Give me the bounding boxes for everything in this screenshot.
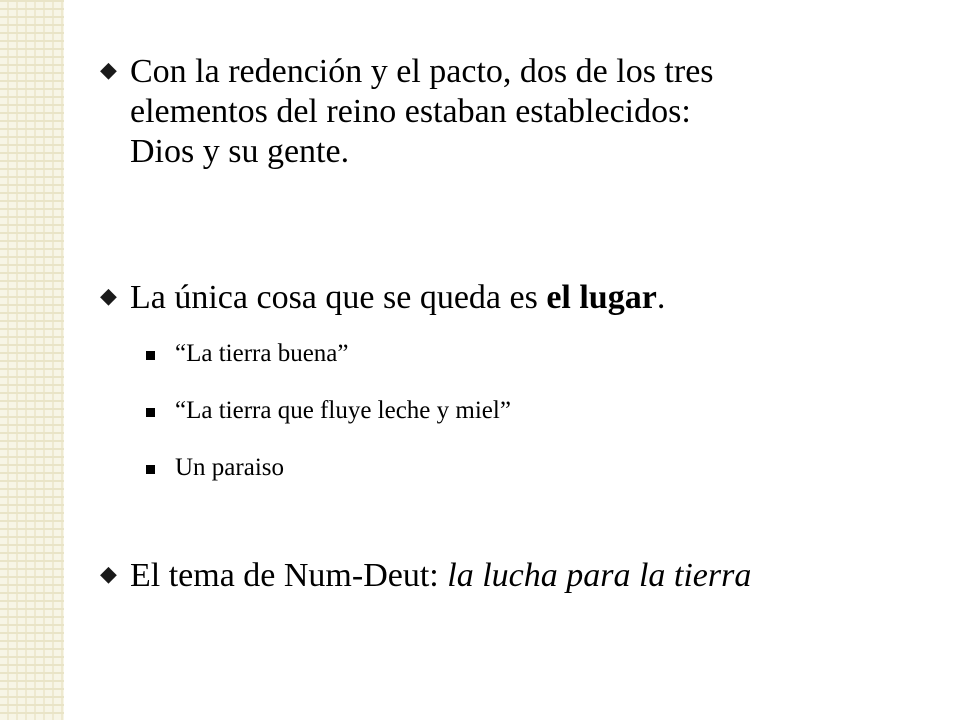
bullet-item-lugar <box>100 278 910 318</box>
text-run: . <box>656 279 666 316</box>
sub-item <box>146 339 349 369</box>
bullet-line: Dios y su gente. <box>130 133 350 170</box>
sub-item <box>146 396 511 426</box>
italic-text: la lucha para la tierra <box>447 557 752 594</box>
sub-item-text: “La tierra buena” <box>175 340 349 367</box>
sub-item <box>146 453 284 483</box>
bullet-item-tema <box>100 556 910 596</box>
decorative-side-pattern <box>0 0 64 720</box>
text-run: El tema de Num-Deut: <box>130 557 448 594</box>
square-icon <box>146 408 155 417</box>
bullet-text <box>130 278 910 318</box>
diamond-icon: ◆ <box>100 57 117 82</box>
square-icon <box>146 351 155 360</box>
text-run: La única cosa que se queda es <box>130 279 547 316</box>
bold-text: el lugar <box>546 279 657 316</box>
sub-item-text: “La tierra que fluye leche y miel” <box>175 397 511 424</box>
bullet-item-redencion <box>100 52 910 172</box>
diamond-icon: ◆ <box>100 283 117 308</box>
bullet-text <box>130 52 910 172</box>
sub-item-text: Un paraiso <box>175 454 284 481</box>
bullet-line: elementos del reino estaban establecidos: <box>130 93 691 130</box>
bullet-line: Con la redención y el pacto, dos de los tres <box>130 53 714 90</box>
bullet-text <box>130 556 910 596</box>
diamond-icon: ◆ <box>100 561 117 586</box>
square-icon <box>146 465 155 474</box>
